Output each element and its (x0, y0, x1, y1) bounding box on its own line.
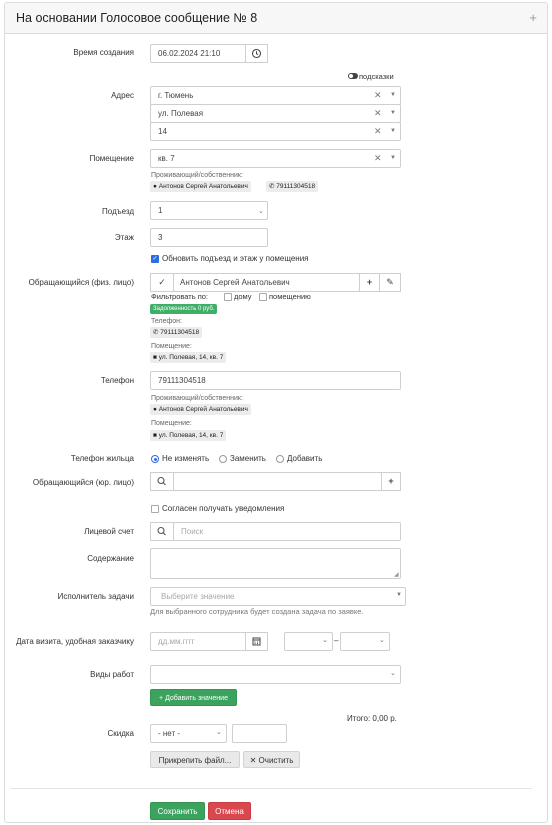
chevron-down-icon[interactable]: ⌄ (390, 670, 396, 677)
room-tag-value: ул. Полевая, 14, кв. 7 (158, 354, 224, 361)
discount-select[interactable]: - нет - (150, 724, 227, 743)
owner-tag-2 (150, 404, 251, 415)
calendar-icon (246, 633, 267, 650)
entrance-label: Подъезд (102, 207, 134, 216)
time-separator: – (334, 636, 339, 645)
total-label: Итого: 0,00 р. (347, 714, 397, 723)
filter-label: Фильтровать по: (151, 292, 209, 301)
filter-house-checkbox[interactable] (224, 293, 232, 301)
resident-phone-label: Телефон жильца (70, 454, 134, 463)
clear-button[interactable] (243, 751, 300, 768)
address-city-select[interactable]: г. Тюмень (150, 86, 401, 105)
phone-caption: Телефон: (151, 318, 182, 325)
collapse-plus-icon[interactable]: + (529, 10, 537, 25)
content-label: Содержание (87, 554, 134, 563)
radio-add-label: Добавить (287, 454, 323, 463)
chevron-down-icon[interactable]: ⌄ (258, 208, 264, 215)
clock-icon-button[interactable] (245, 44, 268, 63)
add-value-label: Добавить значение (165, 695, 228, 702)
cancel-button[interactable]: Отмена (208, 802, 251, 820)
account-label: Лицевой счет (84, 527, 134, 536)
filter-house-label: дому (234, 292, 252, 301)
search-icon (151, 523, 173, 540)
executor-label: Исполнитель задачи (57, 592, 134, 601)
legal-applicant-input[interactable] (173, 472, 382, 491)
hints-toggle-icon[interactable] (348, 73, 358, 79)
room-caption-2: Помещение: (151, 420, 192, 427)
building-icon: ■ (153, 432, 157, 439)
discount-value-input[interactable] (232, 724, 287, 743)
executor-select[interactable]: Выберите значение (150, 587, 406, 606)
applicant-label: Обращающийся (физ. лицо) (28, 278, 134, 287)
chevron-down-icon[interactable]: ▼ (396, 592, 402, 598)
owner-tag (150, 181, 251, 192)
update-entrance-checkbox[interactable]: ✓ (152, 256, 158, 262)
chevron-down-icon[interactable]: ⌄ (379, 637, 385, 644)
floor-label: Этаж (114, 233, 134, 242)
notify-checkbox[interactable] (151, 505, 159, 513)
content-textarea[interactable] (150, 548, 401, 579)
clear-icon[interactable]: ✕ (374, 153, 382, 163)
owner-caption-2: Проживающий/собственник: (151, 395, 243, 402)
check-icon-button[interactable]: ✓ (150, 273, 174, 292)
clear-label: Очистить (258, 756, 294, 765)
attach-file-button[interactable]: Прикрепить файл... (150, 751, 240, 768)
add-value-button[interactable] (150, 689, 237, 706)
panel-header (5, 3, 547, 34)
search-icon-button[interactable] (150, 522, 174, 541)
address-street-select[interactable]: ул. Полевая (150, 104, 401, 123)
clear-icon[interactable]: ✕ (374, 126, 382, 136)
resize-grip-icon[interactable]: ◢ (394, 572, 399, 578)
close-icon: ✕ (249, 756, 257, 765)
search-icon-button[interactable] (150, 472, 174, 491)
phone-tag-value: 79111304518 (160, 329, 200, 336)
radio-replace[interactable] (219, 455, 227, 463)
divider (10, 788, 532, 789)
owner-name: Антонов Сергей Анатольевич (158, 183, 248, 190)
created-datetime-input[interactable]: 06.02.2024 21:10 (150, 44, 246, 63)
visit-date-input[interactable]: дд.мм.гггг (150, 632, 246, 651)
owner-phone-tag (266, 181, 318, 192)
calendar-icon-button[interactable] (245, 632, 268, 651)
save-button[interactable]: Сохранить (150, 802, 205, 820)
radio-replace-label: Заменить (230, 454, 266, 463)
room-tag (150, 352, 226, 363)
room-tag-value-2: ул. Полевая, 14, кв. 7 (158, 432, 224, 439)
visit-label: Дата визита, удобная заказчику (16, 637, 134, 646)
filter-room-checkbox[interactable] (259, 293, 267, 301)
page-title: На основании Голосовое сообщение № 8 (16, 11, 258, 25)
works-select[interactable] (150, 665, 401, 684)
discount-label: Скидка (107, 729, 134, 738)
address-label: Адрес (111, 91, 134, 100)
debt-badge: Задолженность 0 руб. (150, 304, 217, 314)
phone-tag (150, 327, 202, 338)
user-icon: ● (153, 183, 157, 190)
hints-label[interactable]: подсказки (359, 72, 394, 81)
chevron-down-icon[interactable]: ▼ (390, 92, 396, 98)
owner-phone: 79111304518 (276, 183, 316, 190)
chevron-down-icon[interactable]: ⌄ (322, 637, 328, 644)
chevron-down-icon[interactable]: ▼ (390, 128, 396, 134)
created-label: Время создания (73, 48, 134, 57)
applicant-input[interactable]: Антонов Сергей Анатольевич (173, 273, 360, 292)
legal-applicant-label: Обращающийся (юр. лицо) (32, 478, 134, 487)
phone-input[interactable]: 79111304518 (150, 371, 401, 390)
room-select[interactable]: кв. 7 (150, 149, 401, 168)
search-icon (151, 473, 173, 490)
edit-pencil-icon[interactable]: ✎ (379, 273, 401, 292)
notify-label: Согласен получать уведомления (162, 504, 285, 513)
update-entrance-label: Обновить подъезд и этаж у помещения (162, 254, 309, 263)
chevron-down-icon[interactable]: ▼ (390, 155, 396, 161)
building-icon: ■ (153, 354, 157, 361)
works-label: Виды работ (90, 670, 134, 679)
radio-add[interactable] (276, 455, 284, 463)
owner-caption: Проживающий/собственник: (151, 172, 243, 179)
clear-icon[interactable]: ✕ (374, 108, 382, 118)
entrance-select[interactable]: 1 (150, 201, 268, 220)
address-house-select[interactable]: 14 (150, 122, 401, 141)
filter-room-label: помещению (269, 292, 311, 301)
clock-icon (246, 45, 267, 62)
add-applicant-button[interactable]: + (359, 273, 380, 292)
phone-icon: ✆ (269, 183, 275, 190)
executor-hint: Для выбранного сотрудника будет создана задача по заявке. (150, 607, 364, 616)
radio-keep-label: Не изменять (162, 454, 210, 463)
radio-keep[interactable] (151, 455, 159, 463)
add-legal-button[interactable]: + (381, 472, 401, 491)
room-label: Помещение (89, 154, 134, 163)
phone-icon: ✆ (153, 329, 159, 336)
chevron-down-icon[interactable]: ▼ (390, 110, 396, 116)
user-icon: ● (153, 406, 157, 413)
room-tag-2 (150, 430, 226, 441)
owner-name-2: Антонов Сергей Анатольевич (158, 406, 248, 413)
plus-icon: + (159, 695, 164, 702)
account-search-input[interactable]: Поиск (173, 522, 401, 541)
clear-icon[interactable]: ✕ (374, 90, 382, 100)
chevron-down-icon[interactable]: ⌄ (216, 729, 222, 736)
room-caption: Помещение: (151, 343, 192, 350)
phone-label: Телефон (100, 376, 134, 385)
floor-input[interactable]: 3 (150, 228, 268, 247)
